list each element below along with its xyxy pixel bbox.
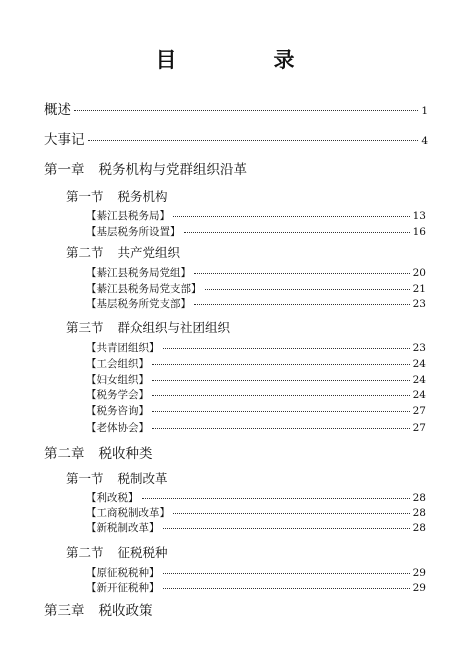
toc-item-label: 【利改税】: [86, 492, 139, 504]
toc-item-label: 【新税制改革】: [86, 522, 160, 534]
section-title: 群众组织与社团组织: [117, 320, 231, 335]
toc-item-label: 【綦江县税务局党支部】: [86, 283, 202, 295]
toc-item-label: 【税务学会】: [86, 389, 149, 401]
toc-item-label: 【基层税务所党支部】: [86, 298, 191, 310]
toc-page-number: 20: [412, 267, 426, 279]
chapter-title: 税务机构与党群组织沿革: [98, 162, 247, 178]
toc-item-label: 【原征税税种】: [86, 567, 160, 579]
toc-item[interactable]: [86, 387, 426, 402]
leader-dots: [152, 428, 410, 429]
toc-item-label: 【工会组织】: [86, 358, 149, 370]
section-heading[interactable]: [66, 187, 168, 205]
chapter-heading[interactable]: [44, 158, 247, 178]
section-title: 税务机构: [117, 189, 168, 204]
toc-item[interactable]: [86, 520, 426, 535]
toc-item[interactable]: [86, 281, 426, 296]
toc-item[interactable]: [86, 565, 426, 580]
toc-entry-label: 概述: [44, 102, 71, 118]
section-heading[interactable]: [66, 543, 168, 561]
leader-dots: [173, 513, 410, 514]
toc-entry-label: 大事记: [44, 132, 85, 148]
leader-dots: [184, 232, 410, 233]
toc-item-label: 【老体协会】: [86, 422, 149, 434]
toc-item[interactable]: [86, 505, 426, 520]
chapter-title: 税收种类: [98, 446, 153, 462]
toc-item[interactable]: [86, 208, 426, 223]
toc-page-number: 27: [412, 422, 426, 434]
toc-entry-overview[interactable]: [44, 98, 428, 118]
toc-item[interactable]: [86, 403, 426, 418]
toc-page-number: 28: [412, 492, 426, 504]
leader-dots: [163, 573, 410, 574]
leader-dots: [163, 528, 410, 529]
leader-dots: [88, 140, 419, 141]
toc-page-number: 24: [412, 389, 426, 401]
toc-item[interactable]: [86, 296, 426, 311]
leader-dots: [194, 273, 410, 274]
toc-item-label: 【妇女组织】: [86, 374, 149, 386]
leader-dots: [152, 380, 410, 381]
toc-page-number: 27: [412, 405, 426, 417]
section-heading[interactable]: [66, 318, 230, 336]
toc-item-label: 【綦江县税务局】: [86, 210, 170, 222]
toc-page-number: 29: [412, 582, 426, 594]
section-number: 第一节: [66, 471, 104, 486]
leader-dots: [152, 364, 410, 365]
section-number: 第二节: [66, 545, 104, 560]
leader-dots: [205, 289, 410, 290]
leader-dots: [142, 498, 410, 499]
toc-page-number: 28: [412, 522, 426, 534]
toc-page-number: 23: [412, 298, 426, 310]
section-heading[interactable]: [66, 469, 168, 487]
toc-item[interactable]: [86, 356, 426, 371]
section-title: 共产党组织: [117, 245, 181, 260]
leader-dots: [152, 395, 410, 396]
leader-dots: [163, 348, 410, 349]
toc-item-label: 【共青团组织】: [86, 342, 160, 354]
toc-page-number: 21: [412, 283, 426, 295]
toc-page-number: 29: [412, 567, 426, 579]
leader-dots: [163, 588, 410, 589]
toc-page-number: 24: [412, 374, 426, 386]
chapter-number: 第三章: [44, 603, 85, 619]
toc-item[interactable]: [86, 265, 426, 280]
page-title: 目 录: [155, 48, 333, 72]
leader-dots: [194, 304, 410, 305]
toc-item[interactable]: [86, 420, 426, 435]
toc-item-label: 【基层税务所设置】: [86, 226, 181, 238]
toc-item[interactable]: [86, 340, 426, 355]
section-heading[interactable]: [66, 243, 180, 261]
toc-page-number: 13: [412, 210, 426, 222]
section-number: 第二节: [66, 245, 104, 260]
leader-dots: [173, 216, 410, 217]
toc-page-number: 1: [421, 105, 428, 117]
chapter-heading[interactable]: [44, 599, 153, 619]
section-number: 第三节: [66, 320, 104, 335]
chapter-number: 第一章: [44, 162, 85, 178]
toc-item[interactable]: [86, 580, 426, 595]
toc-item[interactable]: [86, 372, 426, 387]
section-title: 税制改革: [117, 471, 168, 486]
toc-page-number: 23: [412, 342, 426, 354]
leader-dots: [152, 411, 410, 412]
chapter-heading[interactable]: [44, 442, 153, 462]
toc-item-label: 【綦江县税务局党组】: [86, 267, 191, 279]
toc-item[interactable]: [86, 490, 426, 505]
toc-item[interactable]: [86, 224, 426, 239]
toc-item-label: 【工商税制改革】: [86, 507, 170, 519]
toc-entry-chronicle[interactable]: [44, 128, 428, 148]
section-title: 征税税种: [117, 545, 168, 560]
chapter-number: 第二章: [44, 446, 85, 462]
toc-page-number: 16: [412, 226, 426, 238]
toc-page-number: 4: [421, 135, 428, 147]
section-number: 第一节: [66, 189, 104, 204]
toc-page-number: 28: [412, 507, 426, 519]
toc-item-label: 【新开征税种】: [86, 582, 160, 594]
toc-item-label: 【税务咨询】: [86, 405, 149, 417]
toc-page-number: 24: [412, 358, 426, 370]
leader-dots: [74, 110, 418, 111]
chapter-title: 税收政策: [98, 603, 153, 619]
